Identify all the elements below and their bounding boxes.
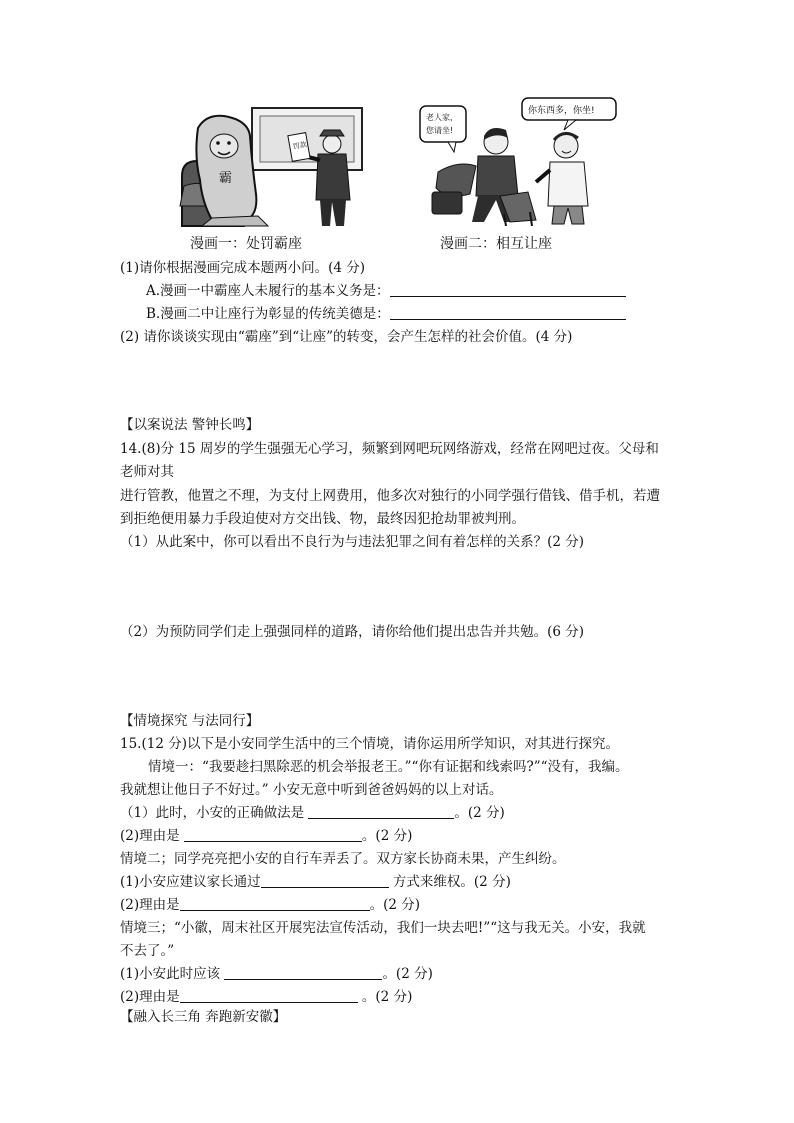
q13-a xyxy=(146,279,626,299)
q13-a-blank[interactable] xyxy=(390,282,626,297)
comic-2-bubble-left-2: 您请坐! xyxy=(426,126,454,135)
q15-s2-q2 xyxy=(120,893,420,913)
q15-intro: 15.(12 分)以下是小安同学生活中的三个情境，请你运用所学知识，对其进行探究。 xyxy=(120,736,619,752)
q15-s2-q2-pre: (2)理由是 xyxy=(120,897,180,913)
q15-s2-q1 xyxy=(120,870,511,890)
q15-s1-q2-post: 。(2 分) xyxy=(361,828,413,844)
comic-1-paper-text: 罚款 xyxy=(292,140,308,151)
q15-s1-line2: 我就想让他日子不好过。” 小安无意中听到爸爸妈妈的以上对话。 xyxy=(120,782,503,798)
q13-b-blank[interactable] xyxy=(390,305,626,320)
q15-s1-q1-post: 。(2 分) xyxy=(454,805,505,821)
comic-2-bubble-right: 你东西多，你坐! xyxy=(528,106,595,116)
q15-s3-q2-post: 。(2 分) xyxy=(357,989,413,1005)
q15-s2-q2-post: 。(2 分) xyxy=(369,897,421,913)
q14-line2: 老师对其 xyxy=(120,464,174,480)
q14-line1: 14.(8)分 15 周岁的学生强强无心学习，频繁到网吧玩网络游戏，经常在网吧过夜。父母和 xyxy=(120,441,659,457)
q15-s1-q1 xyxy=(120,801,505,821)
q13-part1: (1)请你根据漫画完成本题两小问。(4 分) xyxy=(120,260,366,276)
q15-s1-line1: 情境一：“我要趁扫黑除恶的机会举报老王。”“你有证据和线索吗?”“没有，我编。 xyxy=(148,759,629,775)
q15-s2-line1: 情境二；同学亮亮把小安的自行车弄丢了。双方家长协商未果，产生纠纷。 xyxy=(120,851,566,867)
q15-s1-q2-blank[interactable] xyxy=(184,827,362,842)
q15-s3-line2: 不去了。” xyxy=(120,943,175,959)
q15-s1-q2-pre: (2)理由是 xyxy=(120,828,184,844)
section-heading-2: 【情境探究 与法同行】 xyxy=(120,713,260,729)
q13-part2: (2) 请你谈谈实现由“霸座”到“让座”的转变，会产生怎样的社会价值。(4 分) xyxy=(120,329,573,345)
q15-s2-q1-post: 方式来维权。(2 分) xyxy=(388,874,511,890)
comic-2-bubble-left: 老人家， xyxy=(426,113,458,122)
q15-s3-q2-pre: (2)理由是 xyxy=(120,989,180,1005)
comic-1-caption: 漫画一：处罚霸座 xyxy=(190,236,302,252)
q14-line3: 进行管教，他置之不理，为支付上网费用，他多次对独行的小同学强行借钱、借手机，若遭 xyxy=(120,488,660,504)
section-heading-1: 【以案说法 警钟长鸣】 xyxy=(120,417,260,433)
q14-q2: （2）为预防同学们走上强强同样的道路，请你给他们提出忠告并共勉。(6 分) xyxy=(120,624,585,640)
q15-s3-q1-blank[interactable] xyxy=(224,965,382,980)
q14-line4: 到拒绝便用暴力手段迫使对方交出钱、物，最终因犯抢劫罪被判刑。 xyxy=(120,511,525,527)
q15-s1-q1-blank[interactable] xyxy=(308,804,454,819)
q15-s3-q2-blank[interactable] xyxy=(180,988,358,1003)
q15-s2-q1-pre: (1)小安应建议家长通过 xyxy=(120,874,261,890)
q15-s2-q1-blank[interactable] xyxy=(261,873,389,888)
section-heading-3: 【融入长三角 奔跑新安徽】 xyxy=(120,1009,287,1025)
q15-s3-q1-pre: (1)小安此时应该 xyxy=(120,966,225,982)
comic-image-2 xyxy=(418,96,618,226)
q15-s1-q1-pre: （1）此时，小安的正确做法是 xyxy=(120,805,309,821)
q13-b xyxy=(146,302,626,322)
q14-q1: （1）从此案中，你可以看出不良行为与违法犯罪之间有着怎样的关系？(2 分) xyxy=(120,534,585,550)
q15-s2-q2-blank[interactable] xyxy=(180,896,370,911)
q15-s3-q1-post: 。(2 分) xyxy=(382,966,433,982)
q15-s3-q2 xyxy=(120,985,412,1005)
comic-image-1 xyxy=(172,106,372,230)
q15-s3-line1: 情境三；“小徽，周末社区开展宪法宣传活动，我们一块去吧!”“这与我无关。小安，我就 xyxy=(120,920,646,936)
q13-b-text: B.漫画二中让座行为彰显的传统美德是： xyxy=(146,306,390,322)
comic-1-seat-text: 霸 xyxy=(219,171,233,186)
q15-s1-q2 xyxy=(120,824,412,844)
q13-a-text: A.漫画一中霸座人未履行的基本义务是： xyxy=(146,283,390,299)
q15-s3-q1 xyxy=(120,962,433,982)
comic-2-caption: 漫画二：相互让座 xyxy=(440,236,552,252)
